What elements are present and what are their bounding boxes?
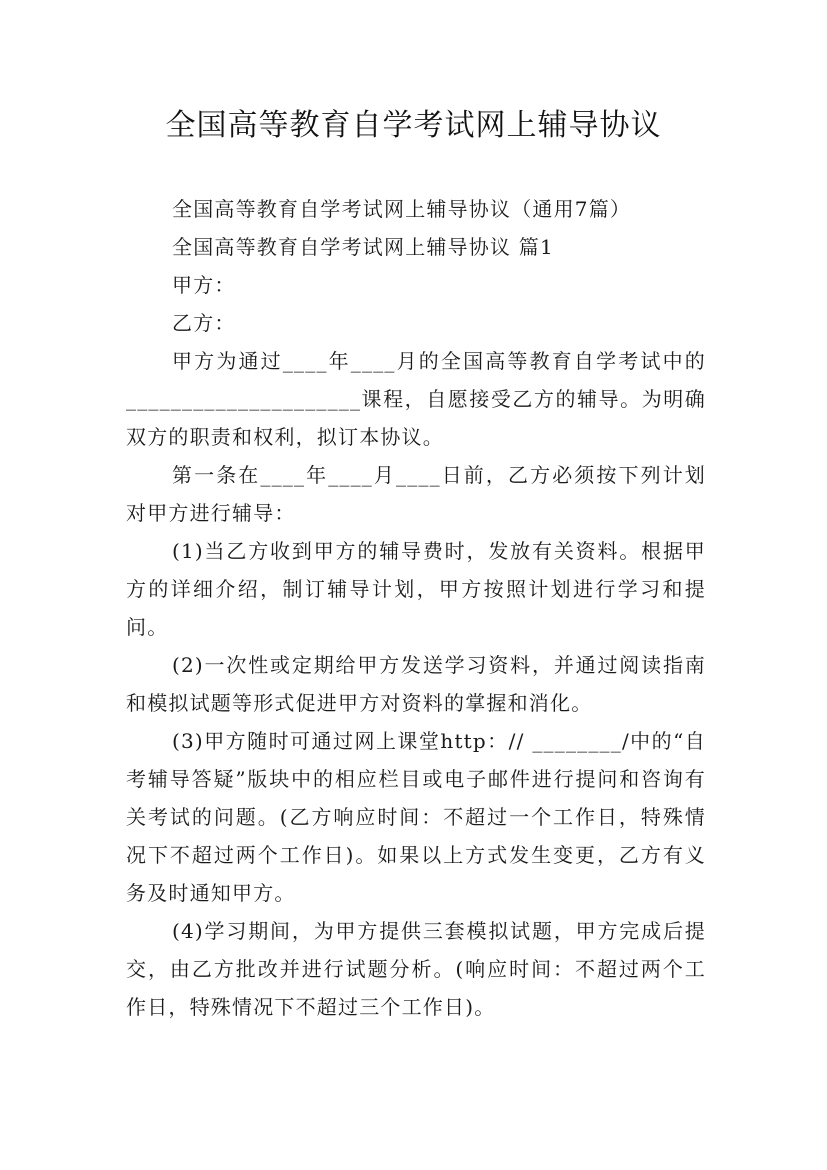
clause-4-paragraph: (4)学习期间，为甲方提供三套模拟试题，甲方完成后提交，由乙方批改并进行试题分析。(响应时间：不超过两个工作日，特殊情况下不超过三个工作日)。 <box>126 919 706 1019</box>
document-title: 全国高等教育自学考试网上辅导协议 <box>165 108 662 143</box>
document-body <box>126 190 706 1026</box>
party-a-line: 甲方： <box>172 273 236 297</box>
intro-paragraph: 甲方为通过____年____月的全国高等教育自学考试中的_____________________课程，自愿接受乙方的辅导。为明确双方的职责和权利，拟订本协议。 <box>126 349 706 449</box>
clause-2-paragraph: (2)一次性或定期给甲方发送学习资料，并通过阅读指南和模拟试题等形式促进甲方对资料的掌握和消化。 <box>126 653 706 715</box>
article-one-paragraph: 第一条在____年____月____日前，乙方必须按下列计划对甲方进行辅导： <box>126 463 706 525</box>
section-heading: 全国高等教育自学考试网上辅导协议 篇1 <box>172 235 554 259</box>
clause-1-paragraph: (1)当乙方收到甲方的辅导费时，发放有关资料。根据甲方的详细介绍，制订辅导计划，甲方按照计划进行学习和提问。 <box>126 539 706 639</box>
party-b-line: 乙方： <box>172 311 236 335</box>
clause-3-paragraph: (3)甲方随时可通过网上课堂http：// ________/中的“自考辅导答疑”版块中的相应栏目或电子邮件进行提问和咨询有关考试的问题。(乙方响应时间：不超过一个工作日，特殊情况下不超过两个工作日)。如果以上方式发生变更，乙方有义务及时通知甲方。 <box>126 729 706 905</box>
subtitle-line: 全国高等教育自学考试网上辅导协议（通用7篇） <box>172 197 632 221</box>
